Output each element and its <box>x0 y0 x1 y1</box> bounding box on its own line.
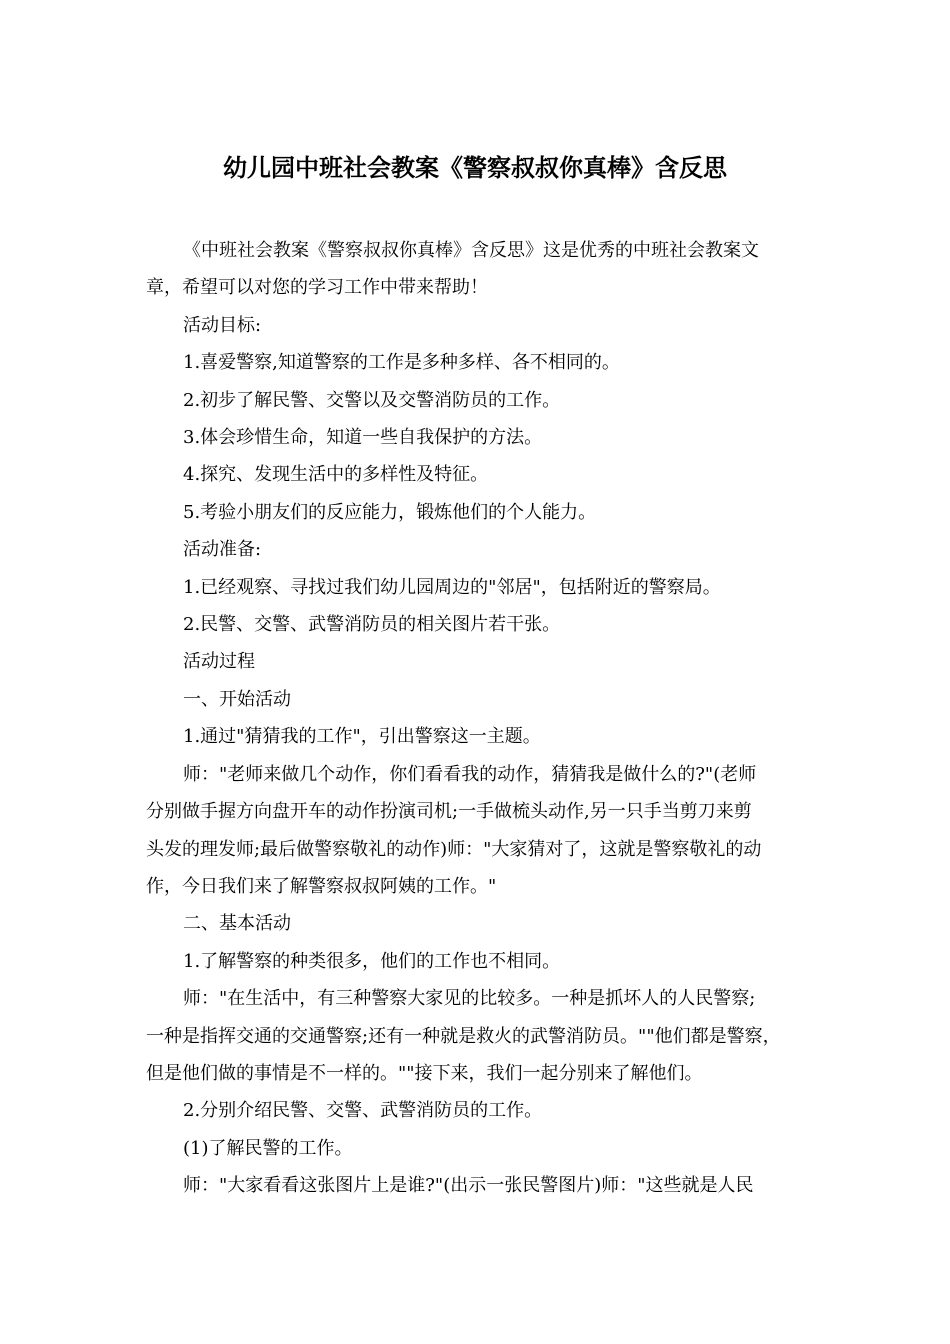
paragraph-line: 2.初步了解民警、交警以及交警消防员的工作。 <box>183 389 561 411</box>
paragraph-line: 师："在生活中，有三种警察大家见的比较多。一种是抓坏人的人民警察; <box>183 988 756 1010</box>
paragraph-line: 5.考验小朋友们的反应能力，锻炼他们的个人能力。 <box>183 501 597 523</box>
paragraph-line: 1.了解警察的种类很多，他们的工作也不相同。 <box>183 950 561 972</box>
paragraph-line: 3.体会珍惜生命，知道一些自我保护的方法。 <box>183 427 543 449</box>
paragraph-line: 活动目标: <box>183 314 262 336</box>
paragraph-line: 师："大家看看这张图片上是谁?"(出示一张民警图片)师："这些就是人民 <box>183 1175 754 1197</box>
paragraph-line: 章，希望可以对您的学习工作中带来帮助！ <box>146 277 488 299</box>
paragraph-line: 活动准备: <box>183 539 262 561</box>
paragraph-line: 作，今日我们来了解警察叔叔阿姨的工作。" <box>146 875 497 897</box>
paragraph-line: 2.民警、交警、武警消防员的相关图片若干张。 <box>183 614 561 636</box>
paragraph-line: 分别做手握方向盘开车的动作扮演司机;一手做梳头动作,另一只手当剪刀来剪 <box>146 801 752 823</box>
paragraph-line: 一、开始活动 <box>183 688 291 710</box>
document-body <box>146 232 816 1205</box>
paragraph-line: (1)了解民警的工作。 <box>183 1137 353 1159</box>
paragraph-line: 但是他们做的事情是不一样的。""接下来，我们一起分别来了解他们。 <box>146 1062 703 1084</box>
paragraph-line: 4.探究、发现生活中的多样性及特征。 <box>183 464 489 486</box>
paragraph-line: 头发的理发师;最后做警察敬礼的动作)师："大家猜对了，这就是警察敬礼的动 <box>146 838 762 860</box>
paragraph-line: 1.通过"猜猜我的工作"，引出警察这一主题。 <box>183 726 541 748</box>
paragraph-line: 活动过程 <box>183 651 255 673</box>
paragraph-line: 一种是指挥交通的交通警察;还有一种就是救火的武警消防员。""他们都是警察， <box>146 1025 781 1047</box>
paragraph-line: 二、基本活动 <box>183 913 291 935</box>
paragraph-line: 1.喜爱警察,知道警察的工作是多种多样、各不相同的。 <box>183 352 620 374</box>
paragraph-line: 《中班社会教案《警察叔叔你真棒》含反思》这是优秀的中班社会教案文 <box>183 240 759 261</box>
paragraph-line: 1.已经观察、寻找过我们幼儿园周边的"邻居"，包括附近的警察局。 <box>183 576 721 598</box>
document-title: 幼儿园中班社会教案《警察叔叔你真棒》含反思 <box>223 154 727 182</box>
paragraph-line: 师："老师来做几个动作，你们看看我的动作，猜猜我是做什么的?"(老师 <box>183 763 757 785</box>
paragraph-line: 2.分别介绍民警、交警、武警消防员的工作。 <box>183 1100 543 1122</box>
